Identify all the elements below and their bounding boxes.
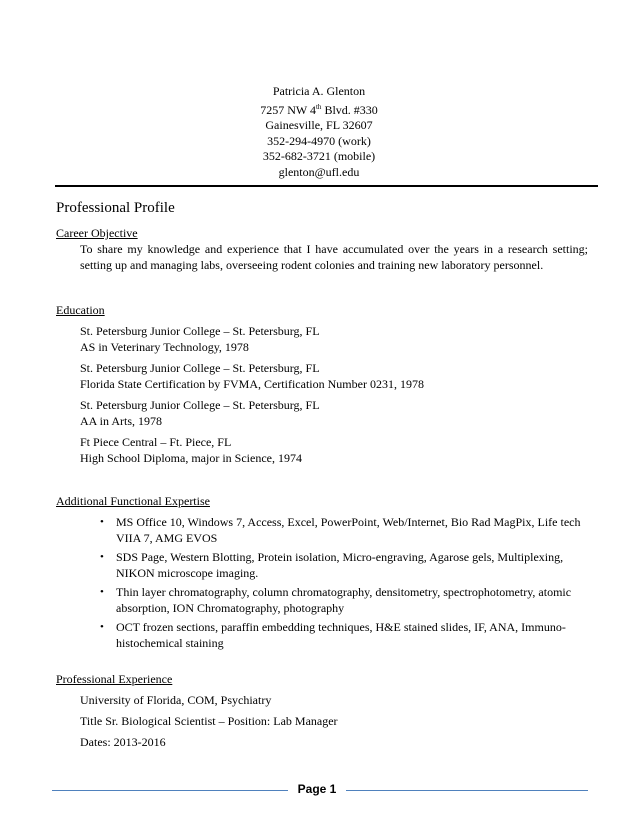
expertise-heading: Additional Functional Expertise [56, 494, 210, 508]
education-heading: Education [56, 303, 105, 317]
address-start: 7257 NW 4 [260, 102, 316, 117]
footer-line-right [346, 790, 588, 791]
experience-employer: University of Florida, COM, Psychiatry [80, 693, 272, 707]
education-school: St. Petersburg Junior College – St. Petersburg, FL [80, 361, 320, 375]
expertise-item-text: MS Office 10, Windows 7, Access, Excel, PowerPoint, Web/Internet, Bio Rad MagPix, Life tech VIIA 7, AMG EVOS [116, 515, 581, 545]
experience-dates: Dates: 2013-2016 [80, 735, 166, 749]
city-state-zip: Gainesville, FL 32607 [265, 118, 373, 132]
page-number: Page 1 [297, 782, 337, 796]
education-entry [80, 397, 596, 429]
header-divider [55, 185, 598, 187]
footer-line-left [52, 790, 288, 791]
education-school: St. Petersburg Junior College – St. Petersburg, FL [80, 324, 320, 338]
bullet-icon: • [100, 621, 104, 633]
education-entry [80, 323, 596, 355]
education-list [56, 323, 596, 466]
expertise-list [56, 514, 596, 651]
resume-header [0, 84, 638, 180]
list-item [101, 619, 596, 651]
career-objective-text: To share my knowledge and experience that I have accumulated over the years in a research setting; setting up and managing labs, overseeing rodent colonies and training new laboratory personnel. [80, 242, 588, 272]
bullet-icon: • [100, 516, 104, 528]
mobile-phone: 352-682-3721 (mobile) [262, 149, 376, 163]
experience-entry [56, 692, 596, 750]
list-item [101, 514, 596, 546]
expertise-section [56, 514, 596, 651]
education-degree: High School Diploma, major in Science, 1974 [80, 451, 302, 465]
address-ordinal-suffix: th [315, 102, 322, 111]
address-end: Blvd. #330 [321, 102, 378, 117]
bullet-icon: • [100, 551, 104, 563]
page-footer [0, 782, 638, 800]
career-objective-heading: Career Objective [56, 226, 138, 240]
bullet-icon: • [100, 586, 104, 598]
profile-title: Professional Profile [56, 200, 175, 216]
expertise-item-text: OCT frozen sections, paraffin embedding techniques, H&E stained slides, IF, ANA, Immuno-histochemical staining [116, 620, 566, 650]
list-item [101, 549, 596, 581]
education-school: St. Petersburg Junior College – St. Petersburg, FL [80, 398, 320, 412]
education-degree: Florida State Certification by FVMA, Certification Number 0231, 1978 [80, 377, 424, 391]
resume-body [56, 200, 596, 750]
education-degree: AS in Veterinary Technology, 1978 [80, 340, 249, 354]
education-entry [80, 434, 596, 466]
education-degree: AA in Arts, 1978 [80, 414, 163, 428]
experience-title: Title Sr. Biological Scientist – Position: Lab Manager [80, 714, 338, 728]
street-address [0, 103, 638, 119]
education-school: Ft Piece Central – Ft. Piece, FL [80, 435, 232, 449]
list-item [101, 584, 596, 616]
education-entry [80, 360, 596, 392]
work-phone: 352-294-4970 (work) [267, 133, 371, 148]
experience-heading: Professional Experience [56, 672, 173, 686]
expertise-item-text: Thin layer chromatography, column chromatography, densitometry, spectrophotometry, atomic absorption, ION Chromatography, photography [116, 585, 572, 615]
applicant-name: Patricia A. Glenton [272, 84, 366, 98]
email-address: glenton@ufl.edu [278, 164, 360, 179]
expertise-item-text: SDS Page, Western Blotting, Protein isolation, Micro-engraving, Agarose gels, Multiplexing, NIKON microscope imaging. [116, 550, 564, 580]
